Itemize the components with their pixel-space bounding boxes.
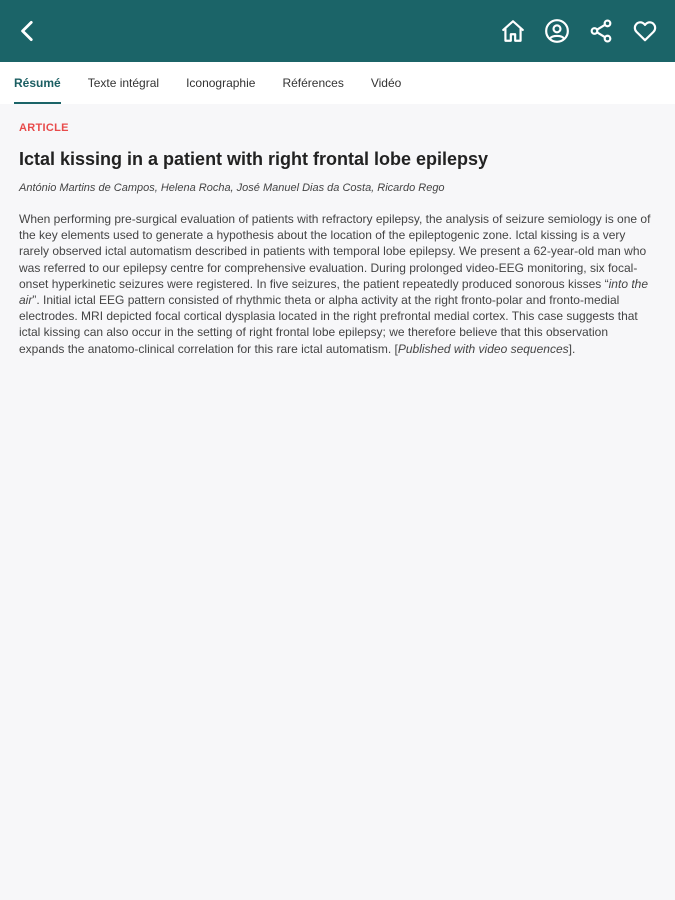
abstract-italic-2: Published with video sequences	[397, 341, 569, 356]
app-bar-actions	[493, 11, 665, 51]
article-authors: António Martins de Campos, Helena Rocha, José Manuel Dias da Costa, Ricardo Rego	[19, 182, 445, 194]
tab-bar	[0, 62, 675, 104]
article-title: Ictal kissing in a patient with right frontal lobe epilepsy	[19, 149, 489, 169]
tab-iconographie[interactable]: Iconographie	[186, 76, 256, 90]
share-icon[interactable]	[581, 11, 621, 51]
abstract-text-3: ].	[568, 341, 576, 356]
favorite-heart-icon[interactable]	[625, 11, 665, 51]
app-bar	[0, 0, 675, 62]
tab-resume[interactable]: Résumé	[14, 62, 61, 104]
tab-references[interactable]: Références	[282, 76, 344, 90]
tab-texte-integral[interactable]: Texte intégral	[87, 76, 160, 90]
abstract-italic-1: into the air	[19, 276, 649, 308]
abstract-text-1: When performing pre-surgical evaluation of patients with refractory epilepsy, the analysis of seizure semiology is one of the key elements used to generate a hypothesis about the location of the epileptogenic zone. Ictal kissing is a very rarely observed ictal automatism described in patients with temporal lobe epilepsy. We present a 62-year-old man who was referred to our epilepsy centre for comprehensive evaluation. During prolonged video-EEG monitoring, six focal-onset hyperkinetic seizures were registered. In five seizures, the patient repeatedly produced sonorous kisses “	[19, 212, 651, 291]
article-category: ARTICLE	[19, 122, 69, 134]
article-content	[0, 104, 675, 357]
tab-video[interactable]: Vidéo	[370, 76, 402, 90]
account-icon[interactable]	[537, 11, 577, 51]
article-abstract	[19, 211, 655, 357]
abstract-text-2: ”. Initial ictal EEG pattern consisted of rhythmic theta or alpha activity at the right fronto-polar and fronto-medial electrodes. MRI depicted focal cortical dysplasia located in the right prefrontal medial cortex. This case suggests that ictal kissing can also occur in the setting of right frontal lobe epilepsy; we therefore believe that this observation expands the anatomo-clinical correlation for this rare ictal automatism. [	[19, 293, 638, 356]
home-icon[interactable]	[493, 11, 533, 51]
back-arrow-icon[interactable]	[8, 11, 48, 51]
